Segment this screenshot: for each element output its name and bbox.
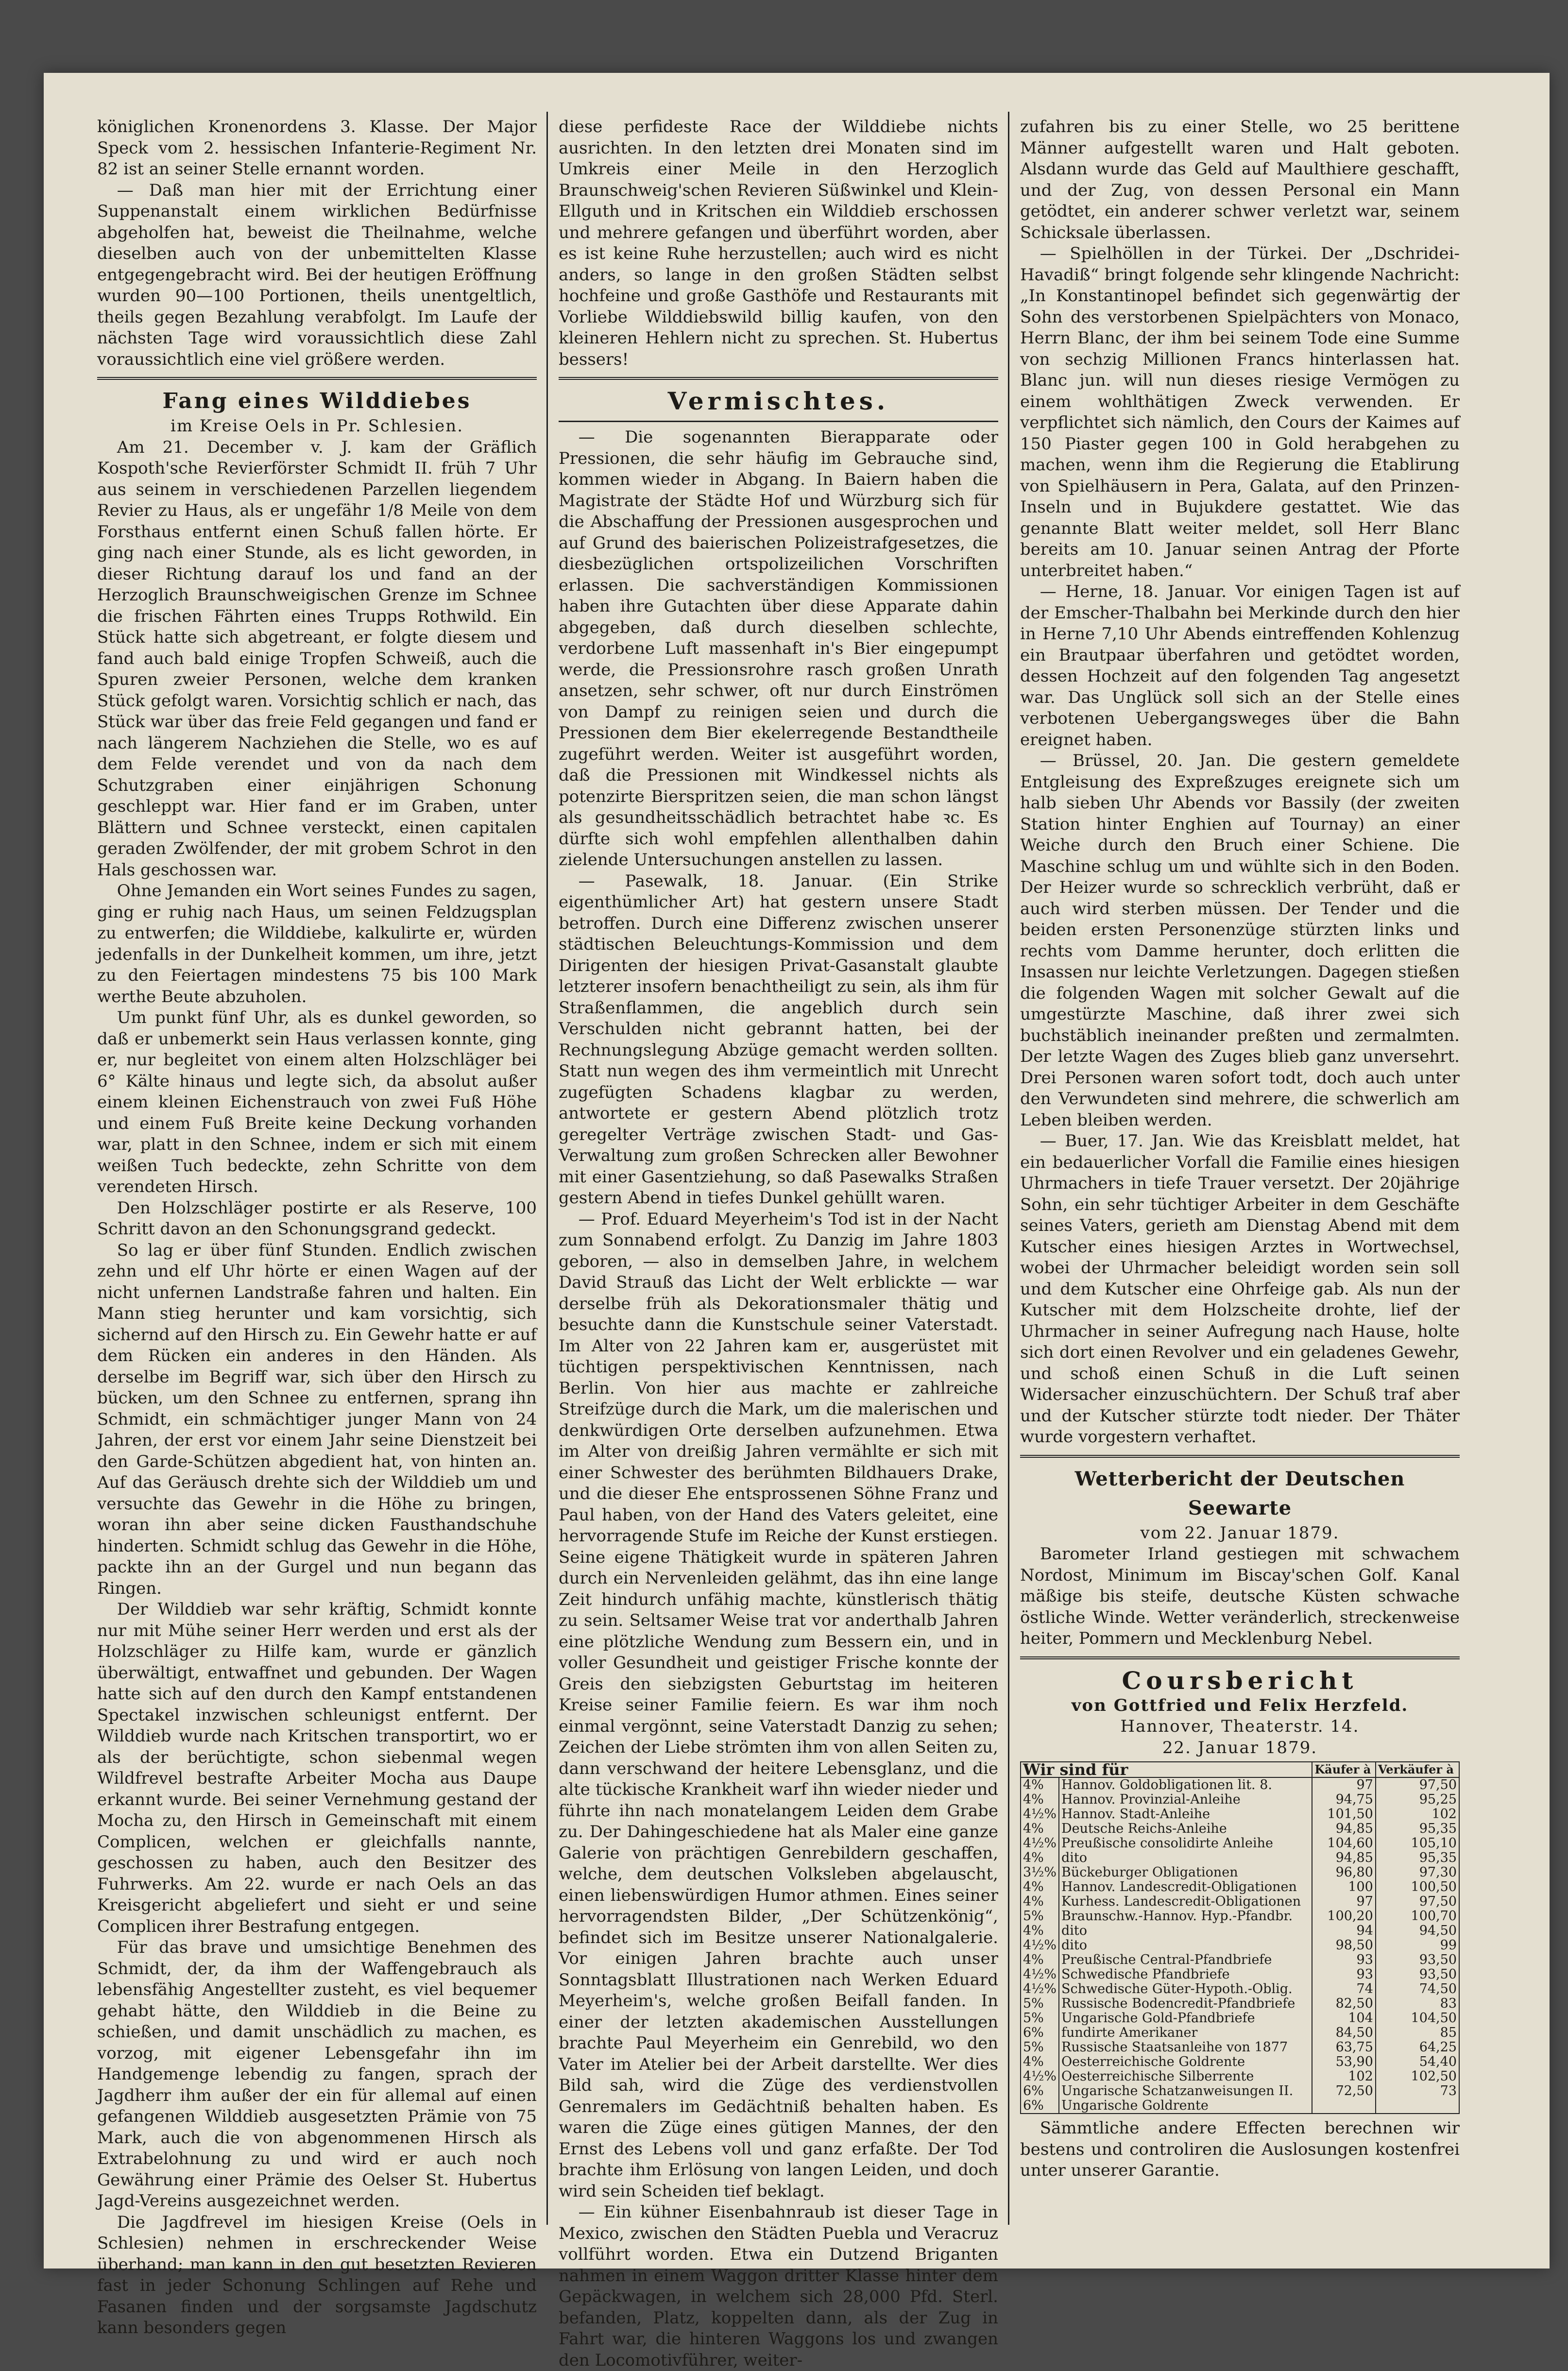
- table-row: [1021, 2011, 1459, 2026]
- table-cell-buy: 94,85: [1312, 1851, 1376, 1865]
- table-cell-sell: 102: [1376, 1807, 1459, 1822]
- table-cell-name: Kurhess. Landescredit-Obligationen: [1059, 1894, 1312, 1909]
- table-cell-name: Russische Staatsanleihe von 1877: [1059, 2040, 1312, 2055]
- table-cell-name: Ungarische Goldrente: [1059, 2098, 1312, 2114]
- section-divider: [559, 421, 998, 422]
- table-cell-rate: 4%: [1021, 1924, 1059, 1938]
- table-cell-rate: 5%: [1021, 1909, 1059, 1924]
- table-cell-rate: 4%: [1021, 1822, 1059, 1836]
- article-text: zufahren bis zu einer Stelle, wo 25 berittene Männer aufgestellt waren und Halt geboten. Alsdann wurde das Geld auf Maulthiere geschafft, und der Zug, von dessen Personal ein Mann getödtet, ein anderer schwer verletzt war, seinem Schicksale überlassen.: [1020, 117, 1460, 242]
- table-cell-name: Hannov. Goldobligationen lit. 8.: [1059, 1777, 1312, 1792]
- table-cell-rate: 4½%: [1021, 1967, 1059, 1982]
- table-cell-buy: 84,50: [1312, 2026, 1376, 2040]
- table-cell-rate: 6%: [1021, 2084, 1059, 2098]
- table-cell-sell: 104,50: [1376, 2011, 1459, 2026]
- table-cell-name: dito: [1059, 1851, 1312, 1865]
- table-cell-sell: 74,50: [1376, 1982, 1459, 1996]
- table-cell-name: Preußische consolidirte Anleihe: [1059, 1836, 1312, 1851]
- article-text: So lag er über fünf Stunden. Endlich zwischen zehn und elf Uhr hörte er einen Wagen auf der nicht unfernen Landstraße fahren und halten. Ein Mann stieg herunter und kam vorsichtig, sich sichernd auf den Hirsch zu. Ein Gewehr hatte er auf dem Rücken ein anderes in den Händen. Als derselbe im Begriff war, sich über den Hirsch zu bücken, um den Schnee zu entfernen, sprang ihn Schmidt, ein schmächtiger junger Mann von 24 Jahren, der erst vor einem Jahr seine Dienstzeit bei den Garde-Schützen abgedient hat, von hinten an. Auf das Geräusch drehte sich der Wilddieb um und versuchte das Gewehr in die Höhe zu bringen, woran ihn aber seine dicken Fausthandschuhe hinderten. Schmidt schlug das Gewehr in die Höhe, packte ihn an der Gurgel und nun begann das Ringen.: [97, 1240, 537, 1598]
- table-row: [1021, 1967, 1459, 1982]
- table-cell-rate: 4½%: [1021, 1836, 1059, 1851]
- table-cell-sell: 97,50: [1376, 1777, 1459, 1792]
- section-divider: [97, 377, 537, 380]
- table-cell-name: Ungarische Gold-Pfandbriefe: [1059, 2011, 1312, 2026]
- table-cell-sell: 99: [1376, 1938, 1459, 1953]
- table-cell-sell: 95,35: [1376, 1822, 1459, 1836]
- table-cell-rate: 5%: [1021, 2040, 1059, 2055]
- table-row: [1021, 1836, 1459, 1851]
- column-2: [559, 117, 998, 2371]
- article-text: Die Jagdfrevel im hiesigen Kreise (Oels in Schlesien) nehmen in erschreckender Weise überhand; man kann in den gut besetzten Revieren fast in jeder Schonung Schlingen auf Rehe und Fasanen finden und der sorgsamste Jagdschutz kann besonders gegen: [97, 2212, 537, 2337]
- course-table-body: [1021, 1777, 1459, 2114]
- table-cell-rate: 5%: [1021, 1996, 1059, 2011]
- article-text: diese perfideste Race der Wilddiebe nichts ausrichten. In den letzten drei Monaten sind im Umkreis einer Meile in den Herzoglich Braunschweig'schen Revieren Süßwinkel und Klein-Ellguth und in Kritschen ein Wilddieb erschossen und mehrere gefangen und überführt worden, aber es ist keine Ruhe herzustellen; auch wird es nicht anders, so lange in den großen Städten selbst hochfeine und große Gasthöfe und Restaurants mit Vorliebe Wilddiebswild billig kaufen, von den kleineren Hehlern nicht zu sprechen. St. Hubertus bessers!: [559, 117, 998, 369]
- table-cell-name: dito: [1059, 1924, 1312, 1938]
- table-cell-buy: 104: [1312, 2011, 1376, 2026]
- table-cell-name: Hannov. Landescredit-Obligationen: [1059, 1880, 1312, 1894]
- table-row: [1021, 1953, 1459, 1967]
- table-cell-sell: 100,70: [1376, 1909, 1459, 1924]
- article-text: — Herne, 18. Januar. Vor einigen Tagen ist auf der Emscher-Thalbahn bei Merkinde durch den hier in Herne 7,10 Uhr Abends eintreffenden Kohlenzug ein Brautpaar überfahren und getödtet worden, dessen Hochzeit auf den folgenden Tag angesetzt war. Das Unglück soll sich an der Stelle eines verbotenen Uebergangsweges über die Bahn ereignet haben.: [1020, 582, 1460, 750]
- table-cell-buy: 63,75: [1312, 2040, 1376, 2055]
- table-cell-buy: 74: [1312, 1982, 1376, 1996]
- table-cell-name: Bückeburger Obligationen: [1059, 1865, 1312, 1880]
- table-cell-sell: 83: [1376, 1996, 1459, 2011]
- table-row: [1021, 1807, 1459, 1822]
- table-cell-name: dito: [1059, 1938, 1312, 1953]
- table-cell-sell: 95,25: [1376, 1792, 1459, 1807]
- course-footer: Sämmtliche andere Effecten berechnen wir bestens und controliren die Auslosungen kostenfrei unter unserer Garantie.: [1020, 2118, 1460, 2180]
- column-1: [97, 117, 537, 2339]
- table-cell-buy: 94,85: [1312, 1822, 1376, 1836]
- table-cell-buy: 102: [1312, 2069, 1376, 2084]
- table-row: [1021, 1865, 1459, 1880]
- table-cell-buy: 97: [1312, 1894, 1376, 1909]
- section-divider: [559, 377, 998, 380]
- table-row: [1021, 2069, 1459, 2084]
- table-row: [1021, 1851, 1459, 1865]
- table-row: [1021, 1938, 1459, 1953]
- table-cell-buy: 94: [1312, 1924, 1376, 1938]
- weather-text: Barometer Irland gestiegen mit schwachem Nordost, Minimum im Biscay'schen Golf. Kanal mäßige bis steife, deutsche Küsten schwache östliche Winde. Wetter veränderlich, streckenweise heiter, Pommern und Mecklenburg Nebel.: [1020, 1544, 1460, 1648]
- article-text: Ohne Jemanden ein Wort seines Fundes zu sagen, ging er ruhig nach Haus, um seinen Feldzugsplan zu entwerfen; die Wilddiebe, kalkulirte er, würden jedenfalls in der Dunkelheit kommen, um ihre, jetzt zu den Feiertagen mindestens 75 bis 100 Mark werthe Beute abzuholen.: [97, 881, 537, 1006]
- weather-heading: Wetterbericht der Deutschen Seewarte: [1074, 1467, 1405, 1519]
- table-cell-rate: 4%: [1021, 2055, 1059, 2069]
- table-cell-rate: 4½%: [1021, 1807, 1059, 1822]
- table-cell-name: Schwedische Pfandbriefe: [1059, 1967, 1312, 1982]
- table-cell-name: Russische Bodencredit-Pfandbriefe: [1059, 1996, 1312, 2011]
- table-cell-rate: 4½%: [1021, 1982, 1059, 1996]
- article-text: — Pasewalk, 18. Januar. (Ein Strike eigenthümlicher Art) hat gestern unsere Stadt betroffen. Durch eine Differenz zwischen unserer städtischen Beleuchtungs-Kommission und dem Dirigenten der hiesigen Privat-Gasanstalt glaubte letzterer insofern benachtheiligt zu sein, als ihm für Straßenflammen, die angeblich durch sein Verschulden nicht gebrannt hatten, bei der Rechnungslegung Abzüge gemacht werden sollten. Statt nun wegen des ihm vermeintlich mit Unrecht zugefügten Schadens klagbar zu werden, antwortete er gestern Abend plötzlich trotz geregelter Verträge zwischen Stadt- und Gas-Verwaltung zum großen Schrecken aller Bewohner mit einer Gasentziehung, so daß Pasewalks Straßen gestern Abend in tiefes Dunkel gehüllt waren.: [559, 871, 998, 1208]
- table-cell-buy: 94,75: [1312, 1792, 1376, 1807]
- article-text: — Die sogenannten Bierapparate oder Pressionen, die sehr häufig im Gebrauche sind, kommen wieder in Abgang. In Baiern haben die Magistrate der Städte Hof und Würzburg sich für die Abschaffung der Pressionen ausgesprochen und auf Grund des baierischen Polizeistrafgesetzes, die diesbezüglichen ortspolizeilichen Vorschriften erlassen. Die sachverständigen Kommissionen haben ihre Gutachten über diese Apparate dahin abgegeben, daß durch dieselben schlechte, verdorbene Luft massenhaft in's Bier eingepumpt werde, die Pressionsrohre rasch großen Unrath ansetzen, sehr schwer, oft nur durch Einströmen von Dampf zu reinigen seien und durch die Pressionen dem Bier ekelerregende Bestandtheile zugeführt werden. Weiter ist ausgeführt worden, daß die Pressionen mit Windkessel nichts als potenzirte Bierspritzen seien, die man schon längst als gesundheitsschädlich betrachtet habe ꝛc. Es dürfte sich wohl empfehlen allenthalben dahin zielende Untersuchungen anstellen zu lassen.: [559, 427, 998, 870]
- table-cell-name: Preußische Central-Pfandbriefe: [1059, 1953, 1312, 1967]
- table-cell-sell: 93,50: [1376, 1953, 1459, 1967]
- table-row: [1021, 2040, 1459, 2055]
- article-text: — Brüssel, 20. Jan. Die gestern gemeldete Entgleisung des Expreßzuges ereignete sich um halb sieben Uhr Abends vor Bassily (der zweiten Station hinter Enghien auf Tournay) an einer Weiche durch den Bruch einer Schiene. Die Maschine schlug um und wühlte sich in den Boden. Der Heizer wurde so schrecklich verbrüht, daß er auch wird sterben müssen. Der Tender und die beiden ersten Personenzüge stürzten links und rechts vom Damme herunter, doch erlitten die Insassen nur leichte Verletzungen. Dagegen stießen die folgenden Wagen mit solcher Gewalt auf die umgestürzte Maschine, daß ihrer zwei sich buchstäblich ineinander preßten und zermalmten. Der letzte Wagen des Zuges blieb ganz unversehrt. Drei Personen waren sofort todt, doch auch unter den Verwundeten sind mehrere, die schwerlich am Leben bleiben werden.: [1020, 751, 1460, 1130]
- table-cell-rate: 4½%: [1021, 2069, 1059, 2084]
- table-cell-buy: 104,60: [1312, 1836, 1376, 1851]
- article-text: Den Holzschläger postirte er als Reserve, 100 Schritt davon an den Schonungsgrand gedeckt.: [97, 1198, 537, 1239]
- table-row: [1021, 2055, 1459, 2069]
- table-cell-rate: 6%: [1021, 2026, 1059, 2040]
- table-cell-rate: 4%: [1021, 1894, 1059, 1909]
- table-cell-rate: 4½%: [1021, 1938, 1059, 1953]
- table-cell-name: Braunschw.-Hannov. Hyp.-Pfandbr.: [1059, 1909, 1312, 1924]
- table-cell-name: Hannov. Stadt-Anleihe: [1059, 1807, 1312, 1822]
- weather-date: vom 22. Januar 1879.: [1140, 1523, 1340, 1543]
- column-rule-2: [1008, 112, 1009, 2225]
- col-header-seller: Verkäufer à: [1376, 1762, 1459, 1777]
- table-cell-sell: 95,35: [1376, 1851, 1459, 1865]
- table-cell-buy: [1312, 2098, 1376, 2114]
- table-cell-sell: 102,50: [1376, 2069, 1459, 2084]
- table-cell-name: fundirte Amerikaner: [1059, 2026, 1312, 2040]
- course-heading: Coursbericht: [1122, 1666, 1358, 1695]
- column-rule-1: [546, 112, 548, 2225]
- article-heading: Fang eines Wilddiebes: [162, 389, 472, 413]
- table-row: [1021, 2084, 1459, 2098]
- table-row: [1021, 1982, 1459, 1996]
- table-cell-sell: 97,30: [1376, 1865, 1459, 1880]
- table-row: [1021, 1822, 1459, 1836]
- table-cell-sell: 93,50: [1376, 1967, 1459, 1982]
- column-3: [1020, 117, 1460, 2182]
- table-cell-sell: [1376, 2098, 1459, 2114]
- section-heading: Vermischtes.: [667, 387, 889, 415]
- table-cell-buy: 93: [1312, 1953, 1376, 1967]
- table-cell-buy: 53,90: [1312, 2055, 1376, 2069]
- col-header-buyer: Käufer à: [1312, 1762, 1376, 1777]
- table-cell-sell: 97,50: [1376, 1894, 1459, 1909]
- table-cell-buy: 98,50: [1312, 1938, 1376, 1953]
- table-row: [1021, 1880, 1459, 1894]
- table-cell-rate: 4%: [1021, 1880, 1059, 1894]
- article-text: Der Wilddieb war sehr kräftig, Schmidt konnte nur mit Mühe seiner Herr werden und erst als der Holzschläger zu Hilfe kam, wurde er gänzlich überwältigt, entwaffnet und gebunden. Der Wagen hatte sich auf den durch den Kampf entstandenen Spectakel inzwischen schleunigst entfernt. Der Wilddieb wurde nach Kritschen transportirt, wo er als der berüchtigte, schon siebenmal wegen Wildfrevel bestrafte Arbeiter Mocha aus Daupe erkannt wurde. Bei seiner Vernehmung gestand der Mocha zu, den Hirsch in Gemeinschaft mit einem Complicen, welchen er gleichfalls nannte, geschossen zu haben, auch den Besitzer des Fuhrwerks. Am 22. wurde er nach Oels an das Kreisgericht abgeliefert und sieht er und seine Complicen ihrer Bestrafung entgegen.: [97, 1600, 537, 1936]
- table-row: [1021, 2098, 1459, 2114]
- table-cell-rate: 4%: [1021, 1777, 1059, 1792]
- table-cell-rate: 4%: [1021, 1953, 1059, 1967]
- table-cell-rate: 4%: [1021, 1792, 1059, 1807]
- article-text: Am 21. December v. J. kam der Gräflich Kospoth'sche Revierförster Schmidt II. früh 7 Uhr aus seinem in verschiedenen Parzellen liegendem Revier zu Haus, als er ungefähr 1/8 Meile von dem Forsthaus entfernt einen Schuß fallen hörte. Er ging nach einer Stunde, als es licht geworden, in dieser Richtung darauf los und fand an der Herzoglich Braunschweigischen Grenze im Schnee die frischen Fährten eines Trupps Rothwild. Ein Stück hatte sich abgetreant, er folgte diesem und fand auch bald einige Tropfen Schweiß, auch die Spuren zweier Personen, welche dem kranken Stück gefolgt waren. Vorsichtig schlich er nach, das Stück war über das freie Feld gegangen und fand er nach längerem Nachziehen die Stelle, wo es auf dem Felde verendet und von da nach dem Schutzgraben einer einjährigen Schonung geschleppt war. Hier fand er im Graben, unter Blättern und Schnee versteckt, einen capitalen geraden Zwölfender, der mit grobem Schrot in den Hals geschossen war.: [97, 437, 537, 880]
- table-row: [1021, 1909, 1459, 1924]
- course-table: [1020, 1761, 1460, 2114]
- newspaper-page: [44, 73, 1550, 2370]
- article-text: Um punkt fünf Uhr, als es dunkel geworden, so daß er unbemerkt sein Haus verlassen konnte, ging er, nur begleitet von einem alten Holzschläger bei 6° Kälte hinaus und legte sich, da absolut außer einem kleinen Eichenstrauch von zwei Fuß Höhe und einem Fuß Breite keine Deckung vorhanden war, platt in den Schnee, indem er sich mit einem weißen Tuch bedeckte, zehn Schritte von dem verendeten Hirsch.: [97, 1008, 537, 1196]
- table-cell-rate: 5%: [1021, 2011, 1059, 2026]
- table-row: [1021, 1894, 1459, 1909]
- article-subheading: im Kreise Oels in Pr. Schlesien.: [170, 416, 464, 436]
- table-cell-rate: 4%: [1021, 1851, 1059, 1865]
- section-divider: [1020, 1656, 1460, 1659]
- article-text: königlichen Kronenordens 3. Klasse. Der Major Speck vom 2. hessischen Infanterie-Regiment Nr. 82 ist an seiner Stelle ernannt worden.: [97, 117, 537, 179]
- table-cell-buy: 96,80: [1312, 1865, 1376, 1880]
- table-cell-sell: 94,50: [1376, 1924, 1459, 1938]
- table-cell-buy: 101,50: [1312, 1807, 1376, 1822]
- table-cell-sell: 85: [1376, 2026, 1459, 2040]
- course-date: 22. Januar 1879.: [1162, 1738, 1318, 1757]
- table-cell-buy: 93: [1312, 1967, 1376, 1982]
- article-text: — Daß man hier mit der Errichtung einer Suppenanstalt einem wirklichen Bedürfnisse abgeholfen hat, beweist die Theilnahme, welche dieselben auch von der unbemittelten Klasse entgegengebracht wird. Bei der heutigen Eröffnung wurden 90—100 Portionen, theils unentgeltlich, theils gegen Bezahlung verabfolgt. Im Laufe der nächsten Tage wird voraussichtlich diese Zahl voraussichtlich eine viel größere werden.: [97, 180, 537, 369]
- article-text: — Spielhöllen in der Türkei. Der „Dschridei-Havadiß“ bringt folgende sehr klingende Nachricht: „In Konstantinopel befindet sich gegenwärtig der Sohn des verstorbenen Spielpächters von Monaco, Herrn Blanc, der ihm bei seinem Tode eine Summe von sechzig Millionen Francs hinterlassen hat. Blanc jun. will nun dieses riesige Vermögen zu einem wohlthätigen Zweck verwenden. Er verpflichtet sich nämlich, den Cours der Kaimes auf 150 Piaster gegen 100 in Gold herabgehen zu machen, wenn ihm die Regierung die Etablirung von Spielhäusern in Pera, Galata, auf den Prinzen-Inseln und in Bujukdere gestattet. Wie das genannte Blatt weiter meldet, soll Herr Blanc bereits am 10. Januar seinen Antrag der Pforte unterbreitet haben.“: [1020, 244, 1460, 580]
- table-cell-name: Deutsche Reichs-Anleihe: [1059, 1822, 1312, 1836]
- table-row: [1021, 1792, 1459, 1807]
- table-cell-sell: 54,40: [1376, 2055, 1459, 2069]
- table-cell-buy: 100: [1312, 1880, 1376, 1894]
- course-publisher: von Gottfried und Felix Herzfeld.: [1071, 1695, 1409, 1715]
- table-cell-sell: 100,50: [1376, 1880, 1459, 1894]
- table-row: [1021, 1924, 1459, 1938]
- table-cell-sell: 105,10: [1376, 1836, 1459, 1851]
- table-cell-buy: 97: [1312, 1777, 1376, 1792]
- article-text: Für das brave und umsichtige Benehmen des Schmidt, der, da ihm der Waffengebrauch als lebensfähig Angestellter zusteht, es viel bequemer gehabt hätte, den Wilddieb in die Beine zu schießen, und damit unschädlich zu machen, es vorzog, mit eigener Lebensgefahr ihn im Handgemenge lebendig zu fangen, sprach der Jagdherr ihm außer der ein für allemal auf einen gefangenen Wilddieb ausgesetzten Prämie von 75 Mark, auch die von abgenommenen Hirsch als Extrabelohnung zu und wird er auch noch Gewährung einer Prämie des Oelser St. Hubertus Jagd-Vereins ausgezeichnet werden.: [97, 1938, 537, 2211]
- table-cell-sell: 64,25: [1376, 2040, 1459, 2055]
- table-cell-buy: 100,20: [1312, 1909, 1376, 1924]
- section-divider: [1020, 1455, 1460, 1458]
- table-cell-sell: 73: [1376, 2084, 1459, 2098]
- table-row: [1021, 1996, 1459, 2011]
- table-cell-buy: 72,50: [1312, 2084, 1376, 2098]
- article-text: — Buer, 17. Jan. Wie das Kreisblatt meldet, hat ein bedauerlicher Vorfall die Familie eines hiesigen Uhrmachers in tiefe Trauer versetzt. Der 20jährige Sohn, ein sehr tüchtiger Arbeiter in dem Geschäfte seines Vaters, gerieth am Dienstag Abend mit dem Kutscher eines hiesigen Arztes in Wortwechsel, wobei der Uhrmacher beleidigt worden sein soll und dem Kutscher eine Ohrfeige gab. Als nun der Kutscher mit dem Holzscheite drohte, lief der Uhrmacher in seiner Aufregung nach Hause, holte sich dort einen Revolver und ein geladenes Gewehr, und schoß einen Schuß in die Luft seinen Widersacher einzuschüchtern. Der Schuß traf aber und der Kutscher stürzte todt nieder. Der Thäter wurde vorgestern verhaftet.: [1020, 1131, 1460, 1447]
- article-text: — Prof. Eduard Meyerheim's Tod ist in der Nacht zum Sonnabend erfolgt. Zu Danzig im Jahre 1803 geboren, — also in demselben Jahre, in welchem David Strauß das Licht der Welt erblickte — war derselbe früh als Dekorationsmaler thätig und besuchte dann die Kunstschule seiner Vaterstadt. Im Alter von 22 Jahren kam er, ausgerüstet mit tüchtigen perspektivischen Kenntnissen, nach Berlin. Von hier aus machte er zahlreiche Streifzüge durch die Mark, um die malerischen und denkwürdigen Orte derselben aufzunehmen. Etwa im Alter von dreißig Jahren vermählte er sich mit einer Schwester des berühmten Bildhauers Drake, und die dieser Ehe entsprossenen Söhne Franz und Paul haben, von der Hand des Vaters geleitet, eine hervorragende Stufe im Reiche der Kunst erstiegen. Seine eigene Thätigkeit wurde in späteren Jahren durch ein Nervenleiden gelähmt, das ihn eine lange Zeit hindurch unfähig machte, künstlerisch thätig zu sein. Seltsamer Weise trat vor anderthalb Jahren eine plötzliche Wendung zum Bessern ein, und in voller Gesundheit und geistiger Frische konnte der Greis den siebzigsten Geburtstag im heiteren Kreise seiner Familie feiern. Es war ihm noch einmal vergönnt, seine Vaterstadt Danzig zu sehen; Zeichen der Liebe strömten ihm von allen Seiten zu, dann verschwand der heitere Lebensglanz, und die alte tückische Krankheit warf ihn wieder nieder und führte ihn nach monatelangem Leiden dem Grabe zu. Der Dahingeschiedene hat als Maler eine ganze Galerie von prächtigen Genrebildern geschaffen, welche, dem deutschen Volksleben abgelauscht, einen liebenswürdigen Humor athmen. Eines seiner hervorragendsten Bilder, „Der Schützenkönig“, befindet sich im Besitze unserer Nationalgalerie. Vor einigen Jahren brachte auch unser Sonntagsblatt Illustrationen nach Werken Eduard Meyerheim's, welche großen Beifall fanden. In einer der letzten akademischen Ausstellungen brachte Paul Meyerheim ein Genrebild, wo den Vater im Atelier bei der Arbeit darstellte. Wer dies Bild sah, wird die Züge des verdienstvollen Genremalers im Gedächtniß behalten haben. Es waren die Züge eines gütigen Mannes, der den Ernst des Lebens voll und ganz erfaßte. Der Tod brachte ihm Erlösung von langen Leiden, und doch wird sein Scheiden tief beklagt.: [559, 1209, 998, 2201]
- table-row: [1021, 2026, 1459, 2040]
- course-address: Hannover, Theaterstr. 14.: [1120, 1717, 1360, 1736]
- table-cell-name: Ungarische Schatzanweisungen II.: [1059, 2084, 1312, 2098]
- table-cell-rate: 6%: [1021, 2098, 1059, 2114]
- col-header-name: Wir sind für: [1021, 1762, 1312, 1777]
- table-cell-buy: 82,50: [1312, 1996, 1376, 2011]
- table-row: [1021, 1777, 1459, 1792]
- table-cell-rate: 3½%: [1021, 1865, 1059, 1880]
- table-cell-name: Hannov. Provinzial-Anleihe: [1059, 1792, 1312, 1807]
- article-text: — Ein kühner Eisenbahnraub ist dieser Tage in Mexico, zwischen den Städten Puebla und Veracruz vollführt worden. Etwa ein Dutzend Briganten nahmen in einem Waggon dritter Klasse hinter dem Gepäckwagen, in welchem sich 28,000 Pfd. Sterl. befanden, Platz, koppelten dann, als der Zug in Fahrt war, die hinteren Waggons los und zwangen den Locomotivführer, weiter-: [559, 2202, 998, 2370]
- table-cell-name: Oesterreichische Goldrente: [1059, 2055, 1312, 2069]
- table-cell-name: Oesterreichische Silberrente: [1059, 2069, 1312, 2084]
- table-cell-name: Schwedische Güter-Hypoth.-Oblig.: [1059, 1982, 1312, 1996]
